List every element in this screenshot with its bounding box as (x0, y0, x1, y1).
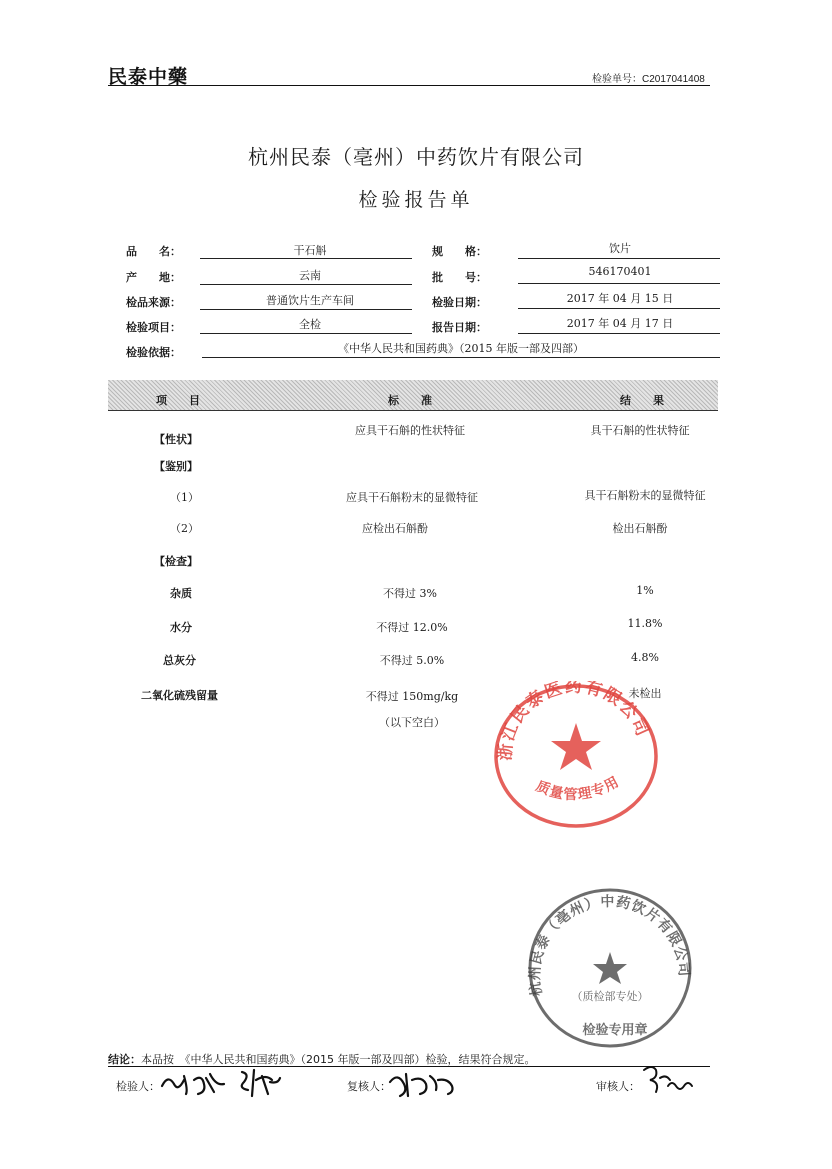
test-date-value: 2017 年 04 月 15 日 (566, 292, 674, 305)
company-name: 杭州民泰（亳州）中药饮片有限公司 (248, 145, 584, 169)
test-date-underline (518, 308, 720, 309)
conclusion-text: 本品按 《中华人民共和国药典》（2015 年版一部及四部）检验，结果符合规定。 (141, 1053, 536, 1066)
batch-underline (518, 283, 720, 284)
batch-value: 546170401 (588, 265, 652, 278)
row-result: 11.8% (627, 617, 663, 630)
item-value: 全检 (299, 318, 321, 331)
row-item: 总灰分 (163, 654, 196, 667)
reviewer-signature (386, 1068, 466, 1104)
reviewer-label: 复核人： (347, 1080, 391, 1093)
conclusion-label: 结论： (108, 1053, 141, 1066)
row-item: 水分 (170, 621, 192, 634)
inspection-seal (520, 880, 700, 1059)
row-item: 【鉴别】 (154, 460, 198, 473)
row-standard: 应检出石斛酚 (362, 522, 428, 535)
header-divider (108, 85, 710, 86)
row-result: 未检出 (628, 687, 662, 700)
item-underline (200, 333, 412, 334)
row-item: 【检查】 (154, 555, 198, 568)
row-item: 杂质 (170, 587, 192, 600)
column-header-standard: 标 准 (388, 394, 432, 407)
row-result: 具干石斛的性状特征 (590, 424, 690, 437)
row-item: （1） (170, 491, 199, 504)
origin-value: 云南 (299, 269, 321, 282)
row-result: 检出石斛酚 (612, 522, 668, 535)
report-number: 检验单号：C2017041408 (592, 74, 705, 85)
blank-note: （以下空白） (379, 716, 445, 729)
row-item: 二氧化硫残留量 (141, 689, 218, 702)
row-standard: 不得过 12.0% (376, 621, 448, 634)
approver-label: 审核人： (596, 1080, 640, 1093)
origin-label: 产 地： (126, 271, 181, 284)
row-standard: 应具干石斛的性状特征 (355, 424, 465, 437)
grey-seal-middle-text: （质检部专处） (571, 990, 649, 1003)
table-header-rule (108, 410, 718, 411)
product-value: 干石斛 (293, 244, 327, 257)
red-seal-top-text: 浙江民泰医药有限公司 (495, 681, 653, 762)
item-label: 检验项目： (126, 321, 181, 334)
report-date-value: 2017 年 04 月 17 日 (566, 317, 674, 330)
company-logo: 民泰中藥 (108, 66, 189, 88)
row-standard: 不得过 150mg/kg (365, 690, 459, 703)
red-seal-bottom-text: 质量管理专用 (533, 773, 623, 804)
row-result: 4.8% (631, 651, 659, 664)
spec-underline (518, 258, 720, 259)
red-quality-seal (491, 681, 661, 835)
source-label: 检品来源： (126, 296, 181, 309)
row-result: 1% (636, 584, 654, 597)
row-standard: 不得过 5.0% (379, 654, 445, 667)
report-date-underline (518, 333, 720, 334)
grey-seal-top-text: 杭州民泰（亳州）中药饮片有限公司 (527, 893, 692, 998)
svg-text:杭州民泰（亳州）中药饮片有限公司 (526, 893, 692, 997)
grey-seal-bottom-text: 检验专用章 (582, 1023, 648, 1038)
column-header-result: 结 果 (620, 394, 664, 407)
basis-value: 《中华人民共和国药典》（2015 年版一部及四部） (338, 342, 584, 355)
source-underline (200, 309, 412, 310)
spec-label: 规 格： (432, 245, 487, 258)
product-label: 品 名： (126, 245, 181, 258)
test-date-label: 检验日期： (432, 296, 487, 309)
source-value: 普通饮片生产车间 (266, 294, 354, 307)
approver-signature (638, 1060, 718, 1106)
row-standard: 不得过 3% (383, 587, 437, 600)
row-item: （2） (170, 522, 199, 535)
spec-value: 饮片 (609, 242, 631, 255)
row-standard: 应具干石斛粉末的显微特征 (346, 491, 478, 504)
row-result: 具干石斛粉末的显微特征 (584, 489, 706, 502)
column-header-item: 项 目 (156, 394, 200, 407)
origin-underline (200, 284, 412, 285)
basis-underline (202, 357, 720, 358)
document-title: 检验报告单 (358, 189, 474, 211)
basis-label: 检验依据： (126, 346, 181, 359)
inspector-signature (158, 1066, 298, 1104)
conclusion (108, 1051, 536, 1067)
inspector-label: 检验人： (116, 1080, 160, 1093)
product-underline (200, 258, 412, 259)
row-item: 【性状】 (154, 433, 198, 446)
report-date-label: 报告日期： (432, 321, 487, 334)
batch-label: 批 号： (432, 271, 487, 284)
